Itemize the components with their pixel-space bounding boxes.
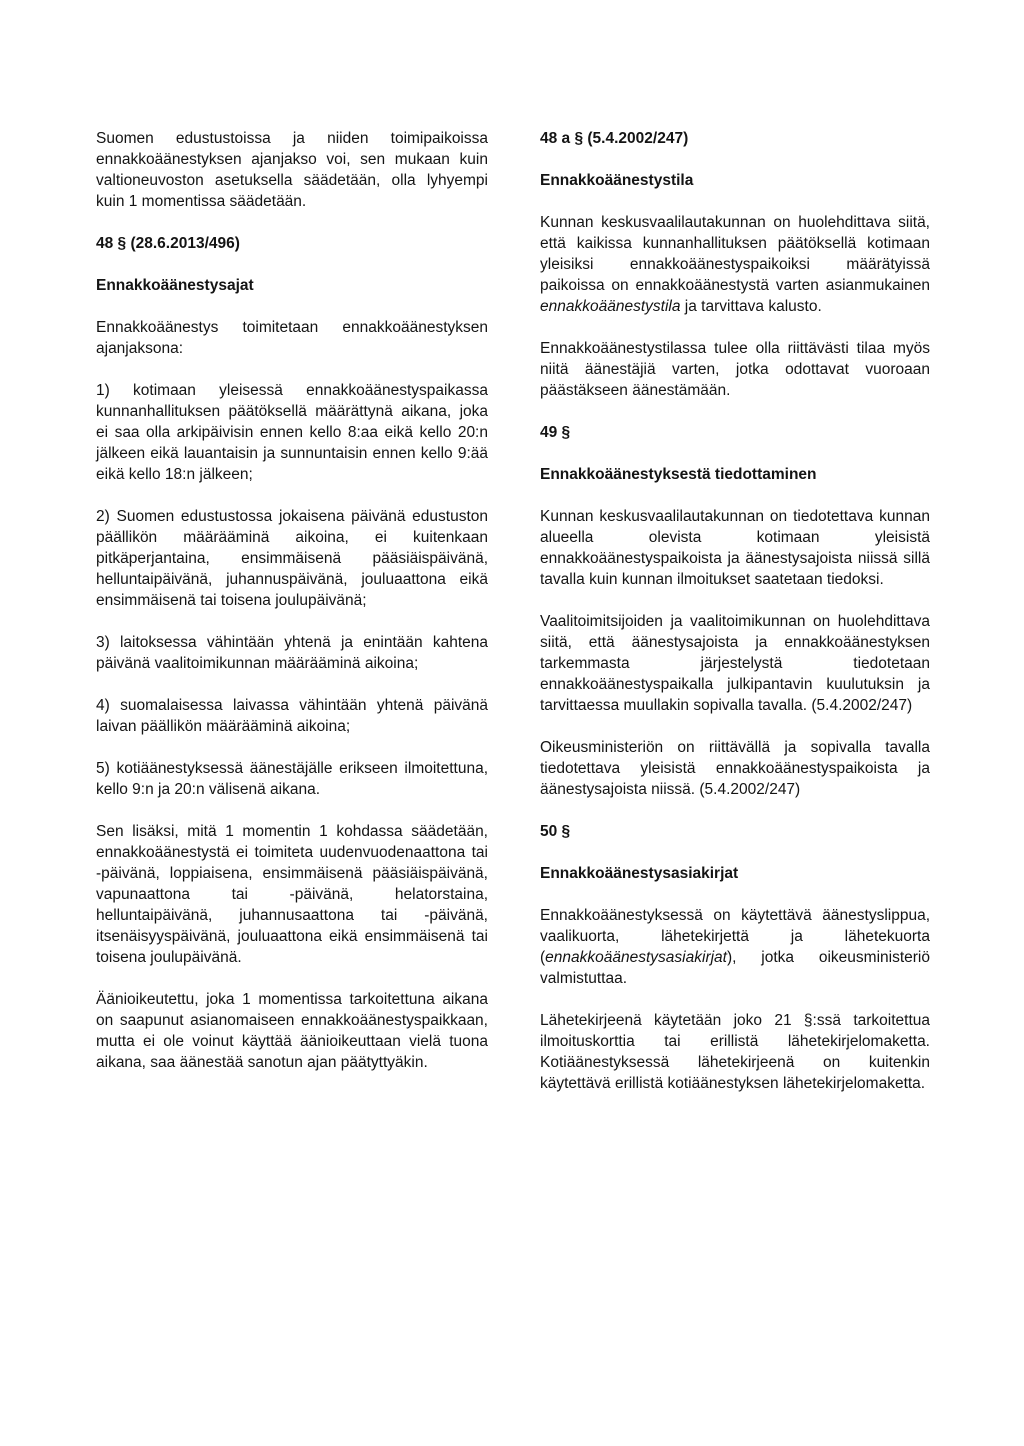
section-48-item-2: 2) Suomen edustustossa jokaisena päivänä edustuston päällikön määrääminä aikoina, ei kuitenkaan pitkäperjantaina, ensimmäisenä pääsiäispäivänä, helluntaipäivänä, juhannuspäivänä, jouluaattona eikä ensimmäisenä tai toisena joulupäivänä; xyxy=(96,508,488,609)
section-50-paragraph-2: Lähetekirjeenä käytetään joko 21 §:ssä tarkoitettua ilmoituskorttia tai erillistä lähetekirjelomaketta. Kotiäänestyksessä lähetekirjeenä on kuitenkin käytettävä erillistä kotiäänestyksen lähetekirjelomaketta. xyxy=(540,1012,930,1092)
section-48-item-1: 1) kotimaan yleisessä ennakkoäänestyspaikassa kunnanhallituksen päätöksellä määrättynä aikana, joka ei saa olla arkipäivisin ennen kello 8:aa eikä kello 20:n jälkeen eikä lauantaisin ja sunnuntaisin ennen kello 9:ää eikä kello 18:n jälkeen; xyxy=(96,382,488,483)
section-49-paragraph-1: Kunnan keskusvaalilautakunnan on tiedotettava kunnan alueella olevista kotimaan yleisistä ennakkoäänestyspaikoista ja äänestysajoista niissä sillä tavalla kuin kunnan ilmoitukset saatetaan tiedoksi. xyxy=(540,508,930,588)
section-48-item-4: 4) suomalaisessa laivassa vähintään yhtenä päivänä laivan päällikön määrääminä aikoina; xyxy=(96,697,488,735)
section-48a-paragraph-2: Ennakkoäänestystilassa tulee olla riittävästi tilaa myös niitä äänestäjiä varten, jotka odottavat vuoroaan päästäkseen äänestämään. xyxy=(540,340,930,399)
section-49-title: Ennakkoäänestyksestä tiedottaminen xyxy=(540,466,817,483)
section-48-number: 48 § (28.6.2013/496) xyxy=(96,235,240,252)
section-50-paragraph-1-text-b: ), jotka oikeusministeriö valmistuttaa. xyxy=(540,949,930,987)
section-50-paragraph-1-term: ennakkoäänestysasiakirjat xyxy=(545,949,727,966)
section-48a-paragraph-1-term: ennakkoäänestystila xyxy=(540,298,681,315)
section-48-paragraph-2: Sen lisäksi, mitä 1 momentin 1 kohdassa säädetään, ennakkoäänestystä ei toimiteta uudenvuodenaattona tai -päivänä, loppiaisena, ensimmäisenä pääsiäispäivänä, vapunaattona tai -päivänä, helatorstaina, helluntaipäivänä, juhannusaattona tai -päivänä, itsenäisyyspäivänä, jouluaattona eikä ensimmäisenä tai toisena joulupäivänä. xyxy=(96,823,488,966)
right-column xyxy=(540,128,930,1115)
section-49-number: 49 § xyxy=(540,424,571,441)
section-50-paragraph-1-text-a: Ennakkoäänestyksessä on käytettävä äänestyslippua, vaalikuorta, lähetekirjettä ja lähetekuorta ( xyxy=(540,907,930,966)
left-column xyxy=(96,128,488,1094)
section-48a-paragraph-1-text-a: Kunnan keskusvaalilautakunnan on huolehdittava siitä, että kaikissa kunnanhallituksen päätöksellä kotimaan yleisiksi ennakkoäänestyspaikoiksi määrätyissä paikoissa on ennakkoäänestystä varten asianmukainen xyxy=(540,214,930,294)
section-48-item-5: 5) kotiäänestyksessä äänestäjälle erikseen ilmoitettuna, kello 9:n ja 20:n välisenä aikana. xyxy=(96,760,488,798)
section-48-title: Ennakkoäänestysajat xyxy=(96,277,254,294)
section-48-item-3: 3) laitoksessa vähintään yhtenä ja enintään kahtena päivänä vaalitoimikunnan määrääminä aikoina; xyxy=(96,634,488,672)
section-48-paragraph-1: Ennakkoäänestys toimitetaan ennakkoäänestyksen ajanjaksona: xyxy=(96,319,488,357)
section-48a-paragraph-1-text-b: ja tarvittava kalusto. xyxy=(680,298,822,315)
section-48-paragraph-3: Äänioikeutettu, joka 1 momentissa tarkoitettuna aikana on saapunut asianomaiseen ennakkoäänestyspaikkaan, mutta ei ole voinut käyttää äänioikeuttaan vielä tuona aikana, saa äänestää sanotun ajan päätyttyäkin. xyxy=(96,991,488,1071)
section-48a-paragraph-1 xyxy=(540,212,930,317)
section-50-title: Ennakkoäänestysasiakirjat xyxy=(540,865,739,882)
section-50-number: 50 § xyxy=(540,823,571,840)
section-48a-title: Ennakkoäänestystila xyxy=(540,172,694,189)
section-50-paragraph-1 xyxy=(540,905,930,989)
intro-paragraph: Suomen edustustoissa ja niiden toimipaikoissa ennakkoäänestyksen ajanjakso voi, sen mukaan kuin valtioneuvoston asetuksella säädetään, olla lyhyempi kuin 1 momentissa säädetään. xyxy=(96,130,488,210)
section-48a-number: 48 a § (5.4.2002/247) xyxy=(540,130,689,147)
section-49-paragraph-2: Vaalitoimitsijoiden ja vaalitoimikunnan on huolehdittava siitä, että äänestysajoista ja ennakkoäänestyksen tarkemmasta järjestelystä tiedotetaan ennakkoäänestyspaikalla julkipantavin kuulutuksin ja tarvittaessa muullakin sopivalla tavalla. (5.4.2002/247) xyxy=(540,613,930,714)
section-49-paragraph-3: Oikeusministeriön on riittävällä ja sopivalla tavalla tiedotettava yleisistä ennakkoäänestyspaikoista ja äänestysajoista niissä. (5.4.2002/247) xyxy=(540,739,930,798)
